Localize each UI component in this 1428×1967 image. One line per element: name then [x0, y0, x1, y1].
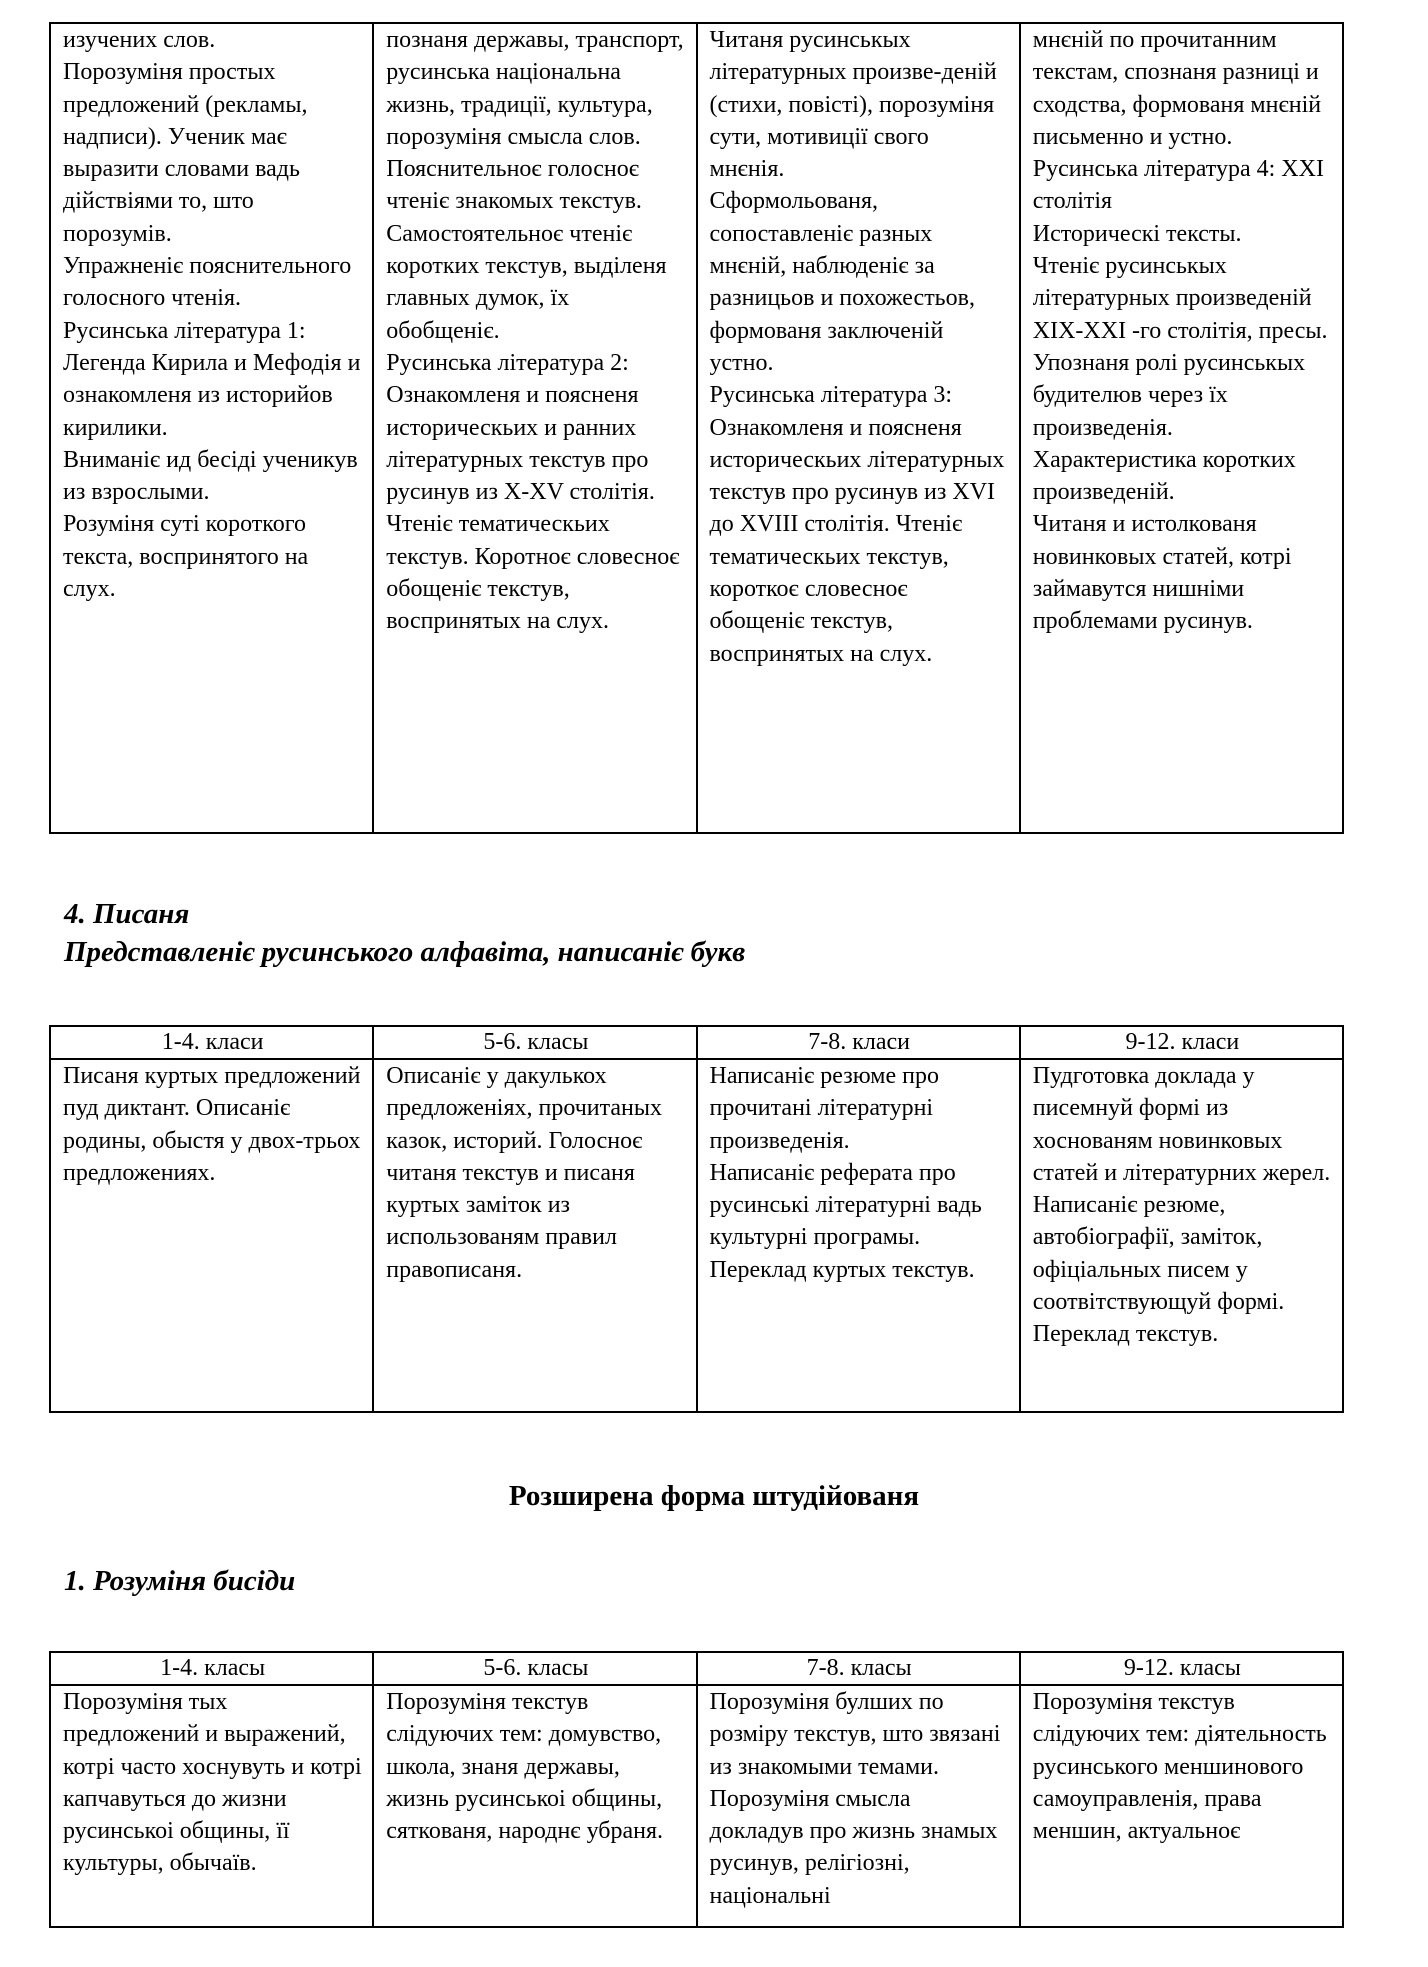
- extended-form-title: Розширена форма штудійованя: [508, 1480, 920, 1512]
- section-subheading-alphabet: Представленіє русинського алфавіта, написаніє букв: [64, 936, 746, 968]
- section-heading-listening: 1. Розуміня бисіди: [64, 1565, 296, 1597]
- listening-table: [49, 1651, 1344, 1928]
- table-cell-grades-5-6: Описаніє у дакулькох предложеніях, прочитаных казок, историй. Голосноє читаня текстув и писаня куртых заміток из использованям правил правописаня.: [373, 1059, 696, 1412]
- writing-table: [49, 1025, 1344, 1413]
- column-header-grades-5-6: 5-6. класы: [373, 1652, 696, 1685]
- column-header-grades-1-4: 1-4. класи: [50, 1026, 373, 1059]
- table-row: [50, 1059, 1343, 1412]
- column-header-grades-9-12: 9-12. класи: [1020, 1026, 1343, 1059]
- table-cell-grades-7-8: Порозуміня булших по розміру текстув, што звязані из знакомыми темами. Порозуміня смысла докладув про жизнь знамых русинув, релігіозні, національні: [697, 1685, 1020, 1927]
- column-header-grades-7-8: 7-8. класы: [697, 1652, 1020, 1685]
- table-header-row: [50, 1652, 1343, 1685]
- table-cell-grades-5-6: Порозуміня текстув слідуючих тем: домувство, школа, знаня державы, жизнь русинськоі общины, сяткованя, народнє убраня.: [373, 1685, 696, 1927]
- column-header-grades-1-4: 1-4. класы: [50, 1652, 373, 1685]
- table-cell-grades-1-4: Порозуміня тых предложений и выражений, котрі часто хоснувуть и котрі капчавуться до жизни русинськоі общины, її культуры, обычаїв.: [50, 1685, 373, 1927]
- column-header-grades-7-8: 7-8. класи: [697, 1026, 1020, 1059]
- reading-continuation-table: [49, 22, 1344, 834]
- table-cell-grades-9-12: Пудготовка доклада у писемнуй формі из хоснованям новинковых статей и літературних жерел. Написаніє резюме, автобіографії, заміток, офіціальных писем у соотвітствующуй формі. Переклад текстув.: [1020, 1059, 1343, 1412]
- table-header-row: [50, 1026, 1343, 1059]
- table-row: [50, 1685, 1343, 1927]
- table-cell-grades-7-8: Написаніє резюме про прочитані літературні произведенія. Написаніє реферата про русинські літературні вадь культурні програмы. Переклад куртых текстув.: [697, 1059, 1020, 1412]
- table-cell-grades-7-8: Читаня русинськых літературных произве-деній (стихи, повісті), порозуміня сути, мотивиції свого мнєнія. Сформольованя, сопоставленіє разных мнєній, наблюденіє за разницьов и похожестьов, формованя заключеній устно. Русинська література 3: Ознакомленя и поясненя историческьих літературных текстув про русинув из XVI до XVIII столітія. Чтеніє тематическьих текстув, короткоє словесноє обощеніє текстув, воспринятых на слух.: [697, 23, 1020, 833]
- table-cell-grades-5-6: познаня державы, транспорт, русинська національна жизнь, традиції, культура, порозуміня смысла слов. Пояснительноє голосноє чтеніє знакомых текстув. Самостоятельноє чтеніє коротких текстув, выділеня главных думок, їх обобщеніє. Русинська література 2: Ознакомленя и поясненя историческьих и ранних літературных текстув про русинув из X-XV столітія. Чтеніє тематическьих текстув. Коротноє словесноє обощеніє текстув, воспринятых на слух.: [373, 23, 696, 833]
- section-heading-writing: 4. Писаня: [64, 898, 190, 930]
- column-header-grades-5-6: 5-6. класы: [373, 1026, 696, 1059]
- table-cell-grades-1-4: изучених слов. Порозуміня простых предложений (рекламы, надписи). Ученик має выразити словами вадь дійствіями то, што порозумів. Упражненіє пояснительного голосного чтенія. Русинська література 1: Легенда Кирила и Мефодія и ознакомленя из историйов кирилики. Вниманіє ид бесіді ученикув из взрослыми. Розуміня суті короткого текста, воспринятого на слух.: [50, 23, 373, 833]
- table-row: [50, 23, 1343, 833]
- table-cell-grades-9-12: мнєній по прочитанним текстам, спознаня разниці и сходства, формованя мнєній письменно и устно. Русинська література 4: XXI столітія Историческі тексты. Чтеніє русинськых літературных произведеній XIX-XXI -го столітія, пресы. Упознаня ролі русинськых будителюв через їх произведенія. Характеристика коротких произведеній. Читаня и истолкованя новинковых статей, котрі займавутся нишніми проблемами русинув.: [1020, 23, 1343, 833]
- table-cell-grades-9-12: Порозуміня текстув слідуючих тем: діятельность русинського меншинового самоуправленія, права меншин, актуальноє: [1020, 1685, 1343, 1927]
- column-header-grades-9-12: 9-12. класы: [1020, 1652, 1343, 1685]
- table-cell-grades-1-4: Писаня куртых предложений пуд диктант. Описаніє родины, обыстя у двох-трьох предложениях.: [50, 1059, 373, 1412]
